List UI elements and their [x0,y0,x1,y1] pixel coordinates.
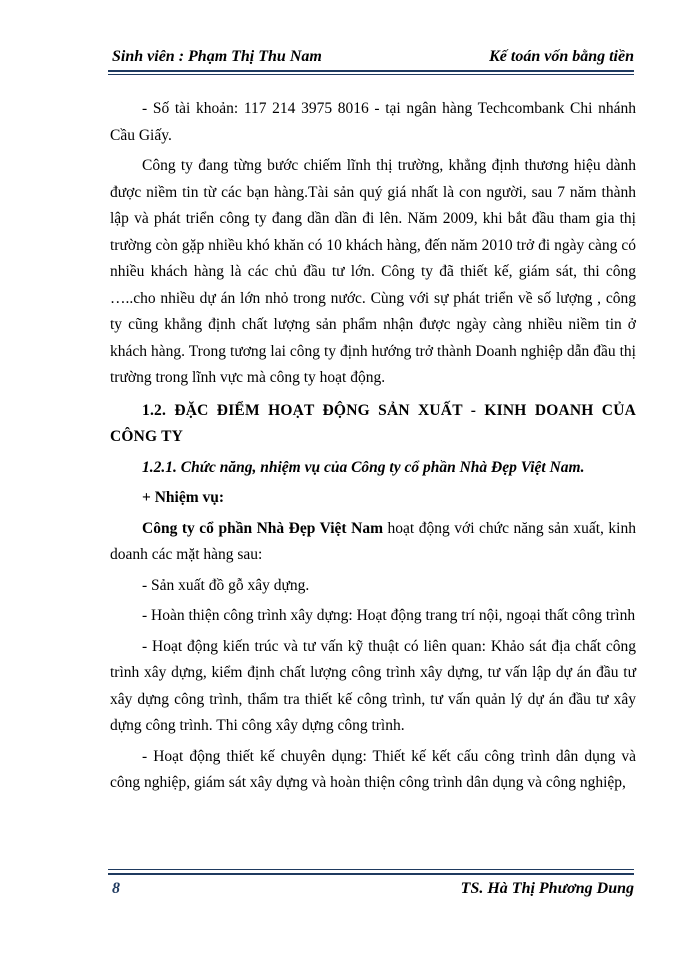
company-functions-text: hoạt động với chức năng sản xuất, kinh doanh các mặt hàng sau: [110,519,636,563]
company-name: Công ty cổ phần Nhà Đẹp Việt Nam [142,519,383,537]
section-heading: 1.2. ĐẶC ĐIỂM HOẠT ĐỘNG SẢN XUẤT - KINH DOANH CỦA CÔNG TY [110,401,636,445]
header-rule-thick [108,70,634,72]
page-body [110,96,636,797]
duty-label: + Nhiệm vụ: [142,489,225,506]
company-history-paragraph: Công ty đang từng bước chiếm lĩnh thị trường, khẳng định thương hiệu dành được niềm tin từ các bạn hàng.Tài sản quý giá nhất là con người, sau 7 năm thành lập và phát triển công ty đang dần dần đi lên. Năm 2009, khi bắt đầu tham gia thị trường còn gặp nhiều khó khăn có 10 khách hàng, đến năm 2010 trở đi ngày càng có nhiều khách hàng là các chủ đầu tư lớn. Công ty đã thiết kế, giám sát, thi công …..cho nhiều dự án lớn nhỏ trong nước. Cùng với sự phát triển về số lượng , công ty cũng khẳng định chất lượng sản phẩm nhận được ngày càng nhiều niềm tin ở khách hàng. Trong tương lai công ty định hướng trở thành Doanh nghiệp dẫn đầu thị trường trong lĩnh vực mà công ty hoạt động. [110,157,636,386]
list-item: - Hoạt động kiến trúc và tư vấn kỹ thuật có liên quan: Khảo sát địa chất công trình xây dựng, kiểm định chất lượng công trình xây dựng, tư vấn lập dự án đầu tư xây dựng công trình, thẩm tra thiết kế công trình, tư vấn quản lý dự án đầu tư xây dựng công trình. Thi công xây dựng công trình. [110,637,636,734]
list-item: - Hoạt động thiết kế chuyên dụng: Thiết kế kết cấu công trình dân dụng và công nghiệp, giám sát xây dựng và hoàn thiện công trình dân dụng và công nghiệp, [110,747,636,791]
list-item: - Hoàn thiện công trình xây dựng: Hoạt động trang trí nội, ngoại thất công trình [142,607,636,624]
subsection-heading: 1.2.1. Chức năng, nhiệm vụ của Công ty cổ phần Nhà Đẹp Việt Nam. [142,458,585,476]
company-functions-paragraph [110,516,636,569]
footer-rule-thick [108,873,634,875]
account-paragraph: - Số tài khoản: 117 214 3975 8016 - tại ngân hàng Techcombank Chi nhánh Cầu Giấy. [110,100,636,144]
page-number: 8 [112,880,120,897]
page-header [108,42,634,68]
list-item: - Sản xuất đồ gỗ xây dựng. [142,576,310,594]
page-footer [108,880,634,906]
header-topic: Kế toán vốn bằng tiền [489,48,634,65]
header-student-name: Sinh viên : Phạm Thị Thu Nam [112,48,322,65]
footer-rule-thin [108,869,634,870]
header-rule-thin [108,74,634,75]
footer-supervisor: TS. Hà Thị Phương Dung [460,880,634,897]
